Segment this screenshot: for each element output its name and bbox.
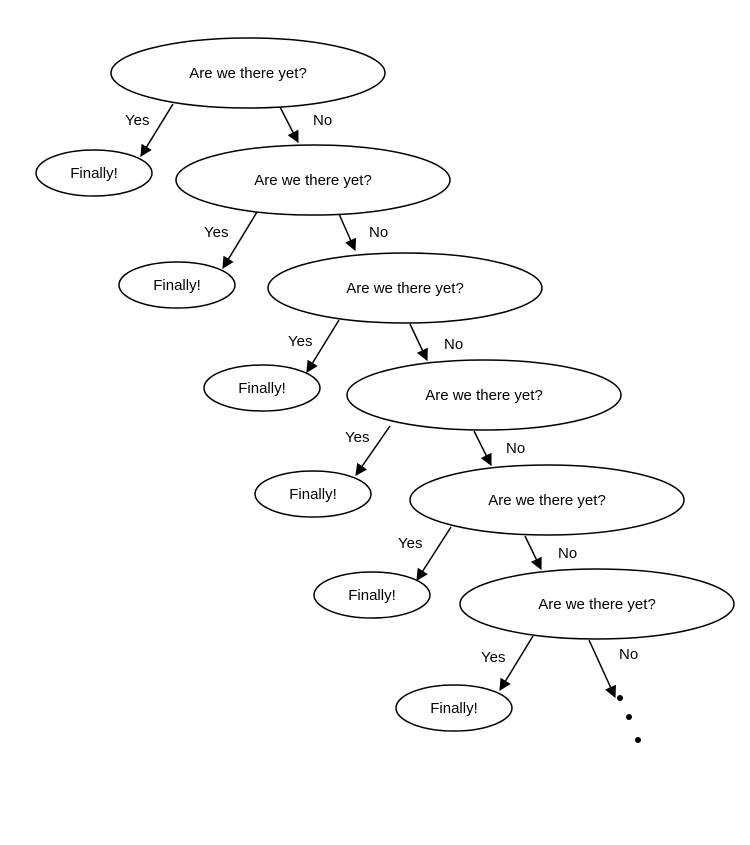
question-label: Are we there yet? <box>346 280 464 297</box>
no-arrow <box>280 107 298 142</box>
question-node <box>268 253 542 323</box>
question-node <box>410 465 684 535</box>
question-label: Are we there yet? <box>254 172 372 189</box>
no-edge-label: No <box>313 112 333 129</box>
yes-edge-label: Yes <box>125 112 150 129</box>
question-node <box>176 145 450 215</box>
no-edge-label: No <box>506 440 526 457</box>
question-node <box>460 569 734 639</box>
no-edge-label: No <box>369 224 389 241</box>
answer-node <box>119 262 235 308</box>
answer-node <box>36 150 152 196</box>
no-edge-label: No <box>444 336 464 353</box>
answer-label: Finally! <box>289 486 337 503</box>
question-label: Are we there yet? <box>189 65 307 82</box>
no-arrow <box>339 214 355 250</box>
yes-edge-label: Yes <box>345 429 370 446</box>
question-node <box>111 38 385 108</box>
yes-edge-label: Yes <box>481 649 506 666</box>
continuation-dot <box>617 695 623 701</box>
question-label: Are we there yet? <box>488 492 606 509</box>
answer-node <box>255 471 371 517</box>
question-label: Are we there yet? <box>538 596 656 613</box>
answer-label: Finally! <box>153 277 201 294</box>
answer-label: Finally! <box>70 165 118 182</box>
continuation-dot <box>635 737 641 743</box>
continuation-dot <box>626 714 632 720</box>
yes-edge-label: Yes <box>398 535 423 552</box>
question-label: Are we there yet? <box>425 387 543 404</box>
no-arrow <box>474 431 491 465</box>
question-node <box>347 360 621 430</box>
answer-node <box>396 685 512 731</box>
answer-label: Finally! <box>430 700 478 717</box>
yes-edge-label: Yes <box>288 333 313 350</box>
answer-label: Finally! <box>238 380 286 397</box>
yes-edge-label: Yes <box>204 224 229 241</box>
answer-label: Finally! <box>348 587 396 604</box>
no-edge-label: No <box>619 646 639 663</box>
answer-node <box>204 365 320 411</box>
no-arrow <box>525 536 541 569</box>
no-arrow <box>589 640 615 697</box>
no-arrow <box>410 324 427 360</box>
no-edge-label: No <box>558 545 578 562</box>
answer-node <box>314 572 430 618</box>
